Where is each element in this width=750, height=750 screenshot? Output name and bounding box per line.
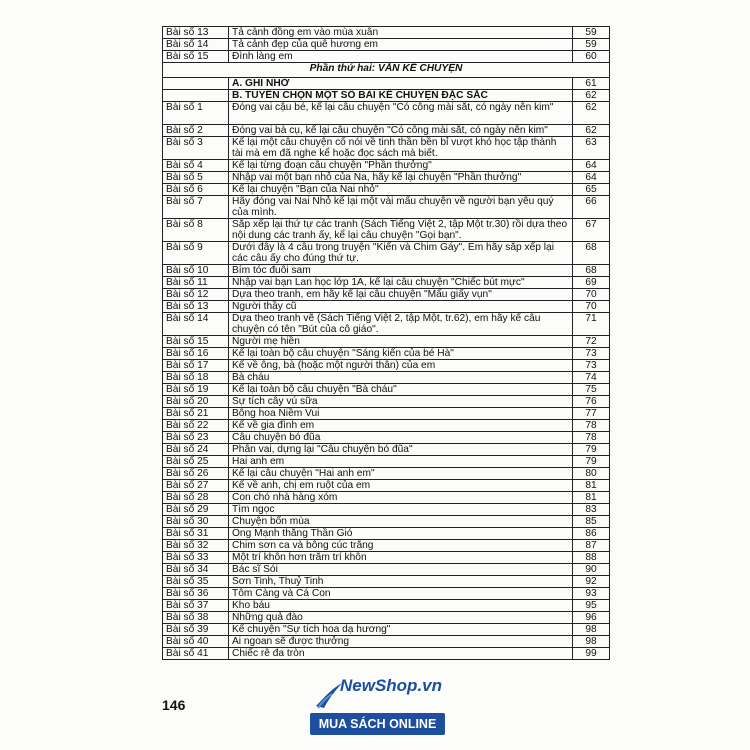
- lesson-title: Đóng vai bà cụ, kể lại câu chuyện "Có công mài sắt, có ngày nên kim": [229, 125, 573, 137]
- table-row: [163, 336, 610, 348]
- lesson-number: Bài số 6: [163, 184, 229, 196]
- table-row: [163, 540, 610, 552]
- lesson-number: Bài số 13: [163, 27, 229, 39]
- page-ref: 92: [573, 576, 610, 588]
- lesson-number: Bài số 14: [163, 313, 229, 336]
- table-row: [163, 624, 610, 636]
- table-row: [163, 137, 610, 160]
- page-ref: 66: [573, 196, 610, 219]
- page-ref: 78: [573, 432, 610, 444]
- page-ref: 77: [573, 408, 610, 420]
- lesson-title: Sắp xếp lại thứ tự các tranh (Sách Tiếng Việt 2, tập Một tr.30) rồi dựa theo nội dung các tranh ấy, kể lại câu chuyện "Gọi bạn".: [229, 219, 573, 242]
- lesson-title: Câu chuyện bó đũa: [229, 432, 573, 444]
- table-row: [163, 51, 610, 63]
- lesson-title: Kể về gia đình em: [229, 420, 573, 432]
- table-row: [163, 468, 610, 480]
- lesson-number: Bài số 11: [163, 277, 229, 289]
- table-row: [163, 576, 610, 588]
- page-ref: 98: [573, 636, 610, 648]
- lesson-number: Bài số 21: [163, 408, 229, 420]
- lesson-number: Bài số 27: [163, 480, 229, 492]
- page-ref: 60: [573, 51, 610, 63]
- page-ref: 74: [573, 372, 610, 384]
- table-row: [163, 27, 610, 39]
- lesson-title: Dưới đây là 4 câu trong truyện "Kiến và Chim Gáy". Em hãy sắp xếp lại các câu ấy cho đúng thứ tự.: [229, 242, 573, 265]
- page-ref: 85: [573, 516, 610, 528]
- page-ref: 87: [573, 540, 610, 552]
- table-row: [163, 600, 610, 612]
- lesson-title: Bác sĩ Sói: [229, 564, 573, 576]
- page-ref: 59: [573, 39, 610, 51]
- lesson-number: Bài số 2: [163, 125, 229, 137]
- table-row: [163, 516, 610, 528]
- page-ref: 72: [573, 336, 610, 348]
- lesson-title: A. GHI NHỚ: [229, 78, 573, 90]
- lesson-number: Bài số 35: [163, 576, 229, 588]
- lesson-number: Bài số 3: [163, 137, 229, 160]
- table-row: [163, 265, 610, 277]
- table-row: [163, 636, 610, 648]
- page-ref: 62: [573, 125, 610, 137]
- lesson-title: Ông Mạnh thắng Thần Gió: [229, 528, 573, 540]
- lesson-title: Kể chuyện "Sự tích hoa dạ hương": [229, 624, 573, 636]
- lesson-title: Một trí khôn hơn trăm trí khôn: [229, 552, 573, 564]
- table-row: [163, 552, 610, 564]
- lesson-title: Kể lại toàn bộ câu chuyện "Sáng kiến của bé Hà": [229, 348, 573, 360]
- page-ref: 70: [573, 289, 610, 301]
- page-ref: 61: [573, 78, 610, 90]
- table-row: [163, 184, 610, 196]
- lesson-title: Tả cảnh đẹp của quê hương em: [229, 39, 573, 51]
- table-row: [163, 313, 610, 336]
- lesson-number: Bài số 18: [163, 372, 229, 384]
- page-ref: 93: [573, 588, 610, 600]
- brand-name: NewShop.vn: [340, 676, 443, 695]
- page-ref: 68: [573, 265, 610, 277]
- page-ref: 73: [573, 348, 610, 360]
- lesson-number: Bài số 23: [163, 432, 229, 444]
- table-row: [163, 456, 610, 468]
- page-ref: 99: [573, 648, 610, 660]
- lesson-title: Tôm Càng và Cá Con: [229, 588, 573, 600]
- lesson-title: Đóng vai cậu bé, kể lại câu chuyện "Có công mài sắt, có ngày nên kim": [229, 102, 573, 125]
- lesson-number: Bài số 36: [163, 588, 229, 600]
- table-row: [163, 372, 610, 384]
- lesson-number: Bài số 12: [163, 289, 229, 301]
- page-ref: 90: [573, 564, 610, 576]
- lesson-number: [163, 90, 229, 102]
- lesson-number: Bài số 15: [163, 336, 229, 348]
- lesson-number: Bài số 15: [163, 51, 229, 63]
- table-row: [163, 612, 610, 624]
- page-ref: 69: [573, 277, 610, 289]
- table-row: [163, 492, 610, 504]
- table-row: [163, 160, 610, 172]
- table-row: [163, 588, 610, 600]
- table-row: [163, 504, 610, 516]
- part-heading-row: [163, 63, 610, 78]
- lesson-title: Kể lại một câu chuyện cổ nói về tinh thần bền bỉ vượt khó học tập thành tài mà em đã nghe kể hoặc đọc sách mà biết.: [229, 137, 573, 160]
- page-ref: 78: [573, 420, 610, 432]
- page-ref: 64: [573, 160, 610, 172]
- lesson-number: Bài số 34: [163, 564, 229, 576]
- lesson-number: Bài số 39: [163, 624, 229, 636]
- table-row: [163, 172, 610, 184]
- brand-tagline: MUA SÁCH ONLINE: [310, 713, 445, 735]
- page-ref: 96: [573, 612, 610, 624]
- table-row: [163, 396, 610, 408]
- page-ref: 79: [573, 444, 610, 456]
- page-ref: 81: [573, 492, 610, 504]
- lesson-number: Bài số 16: [163, 348, 229, 360]
- page-ref: 81: [573, 480, 610, 492]
- lesson-number: Bài số 25: [163, 456, 229, 468]
- lesson-title: Hãy đóng vai Nai Nhỏ kể lại một vài mẩu chuyện về người bạn yêu quý của mình.: [229, 196, 573, 219]
- page-ref: 68: [573, 242, 610, 265]
- lesson-number: Bài số 31: [163, 528, 229, 540]
- part-heading: Phần thứ hai: VĂN KỂ CHUYỆN: [163, 63, 610, 78]
- lesson-title: Ai ngoan sẽ được thưởng: [229, 636, 573, 648]
- lesson-title: Kể lại từng đoạn câu chuyện "Phần thưởng": [229, 160, 573, 172]
- lesson-title: Chuyện bốn mùa: [229, 516, 573, 528]
- table-row: [163, 384, 610, 396]
- lesson-title: Bím tóc đuôi sam: [229, 265, 573, 277]
- table-row: [163, 102, 610, 125]
- lesson-number: Bài số 38: [163, 612, 229, 624]
- lesson-title: Dựa theo tranh, em hãy kể lại câu chuyện "Mẩu giấy vụn": [229, 289, 573, 301]
- table-row: [163, 242, 610, 265]
- lesson-number: Bài số 41: [163, 648, 229, 660]
- page-ref: 95: [573, 600, 610, 612]
- lesson-title: Những quả đào: [229, 612, 573, 624]
- lesson-number: Bài số 17: [163, 360, 229, 372]
- lesson-number: Bài số 19: [163, 384, 229, 396]
- lesson-number: Bài số 13: [163, 301, 229, 313]
- lesson-number: Bài số 26: [163, 468, 229, 480]
- lesson-number: Bài số 14: [163, 39, 229, 51]
- lesson-title: Chim sơn ca và bông cúc trắng: [229, 540, 573, 552]
- page-ref: 67: [573, 219, 610, 242]
- table-row: [163, 196, 610, 219]
- table-row: [163, 444, 610, 456]
- page-ref: 62: [573, 102, 610, 125]
- lesson-title: Kể lại câu chuyện "Hai anh em": [229, 468, 573, 480]
- page-ref: 83: [573, 504, 610, 516]
- lesson-title: Đình làng em: [229, 51, 573, 63]
- lesson-title: Người thầy cũ: [229, 301, 573, 313]
- table-of-contents: [162, 26, 610, 660]
- lesson-title: Nhập vai bạn Lan học lớp 1A, kể lại câu chuyện "Chiếc bút mực": [229, 277, 573, 289]
- page-ref: 71: [573, 313, 610, 336]
- page-ref: 59: [573, 27, 610, 39]
- lesson-number: Bài số 33: [163, 552, 229, 564]
- page-ref: 70: [573, 301, 610, 313]
- lesson-number: Bài số 7: [163, 196, 229, 219]
- page-ref: 86: [573, 528, 610, 540]
- lesson-number: Bài số 10: [163, 265, 229, 277]
- table-row: [163, 39, 610, 51]
- table-row: [163, 648, 610, 660]
- lesson-number: Bài số 40: [163, 636, 229, 648]
- section-row: [163, 78, 610, 90]
- section-row: [163, 90, 610, 102]
- lesson-number: Bài số 29: [163, 504, 229, 516]
- lesson-number: Bài số 1: [163, 102, 229, 125]
- page-ref: 76: [573, 396, 610, 408]
- table-row: [163, 432, 610, 444]
- table-row: [163, 348, 610, 360]
- lesson-title: Sự tích cây vú sữa: [229, 396, 573, 408]
- table-row: [163, 277, 610, 289]
- lesson-title: Chiếc rễ đa tròn: [229, 648, 573, 660]
- page-ref: 75: [573, 384, 610, 396]
- lesson-number: Bài số 20: [163, 396, 229, 408]
- lesson-title: Con chó nhà hàng xóm: [229, 492, 573, 504]
- brand-logo[interactable]: [310, 676, 445, 738]
- page-ref: 65: [573, 184, 610, 196]
- page-ref: 64: [573, 172, 610, 184]
- lesson-title: Kho báu: [229, 600, 573, 612]
- table-row: [163, 564, 610, 576]
- table-row: [163, 528, 610, 540]
- lesson-title: Kể về ông, bà (hoặc một người thân) của em: [229, 360, 573, 372]
- page-ref: 73: [573, 360, 610, 372]
- table-row: [163, 301, 610, 313]
- lesson-number: Bài số 8: [163, 219, 229, 242]
- page-number: 146: [162, 697, 186, 713]
- table-row: [163, 360, 610, 372]
- lesson-title: Dựa theo tranh vẽ (Sách Tiếng Việt 2, tập Một, tr.62), em hãy kể câu chuyện có tên "Bút của cô giáo".: [229, 313, 573, 336]
- lesson-title: Phân vai, dựng lại "Câu chuyện bó đũa": [229, 444, 573, 456]
- lesson-title: Sơn Tinh, Thuỷ Tinh: [229, 576, 573, 588]
- lesson-number: Bài số 9: [163, 242, 229, 265]
- lesson-number: Bài số 4: [163, 160, 229, 172]
- table-row: [163, 408, 610, 420]
- lesson-number: Bài số 30: [163, 516, 229, 528]
- lesson-title: Kể lại chuyện "Bạn của Nai nhỏ": [229, 184, 573, 196]
- table-row: [163, 125, 610, 137]
- lesson-number: Bài số 28: [163, 492, 229, 504]
- page-ref: 63: [573, 137, 610, 160]
- lesson-title: Kể về anh, chị em ruột của em: [229, 480, 573, 492]
- page-ref: 80: [573, 468, 610, 480]
- table-row: [163, 289, 610, 301]
- lesson-title: Tả cảnh đồng em vào mùa xuân: [229, 27, 573, 39]
- lesson-number: Bài số 32: [163, 540, 229, 552]
- lesson-title: Kể lại toàn bộ câu chuyện "Bà cháu": [229, 384, 573, 396]
- toc-body: [163, 27, 610, 660]
- table-row: [163, 480, 610, 492]
- page-ref: 98: [573, 624, 610, 636]
- page-ref: 62: [573, 90, 610, 102]
- page-ref: 88: [573, 552, 610, 564]
- lesson-title: Hai anh em: [229, 456, 573, 468]
- lesson-number: Bài số 22: [163, 420, 229, 432]
- lesson-title: Bông hoa Niềm Vui: [229, 408, 573, 420]
- table-row: [163, 219, 610, 242]
- lesson-number: Bài số 5: [163, 172, 229, 184]
- lesson-title: Người mẹ hiền: [229, 336, 573, 348]
- lesson-title: Nhập vai một bạn nhỏ của Na, hãy kể lại chuyện "Phần thưởng": [229, 172, 573, 184]
- lesson-title: Bà cháu: [229, 372, 573, 384]
- page-ref: 79: [573, 456, 610, 468]
- lesson-number: Bài số 37: [163, 600, 229, 612]
- table-row: [163, 420, 610, 432]
- lesson-title: B. TUYỂN CHỌN MỘT SỐ BÀI KỂ CHUYỆN ĐẶC SẮC: [229, 90, 573, 102]
- lesson-title: Tìm ngọc: [229, 504, 573, 516]
- lesson-number: [163, 78, 229, 90]
- lesson-number: Bài số 24: [163, 444, 229, 456]
